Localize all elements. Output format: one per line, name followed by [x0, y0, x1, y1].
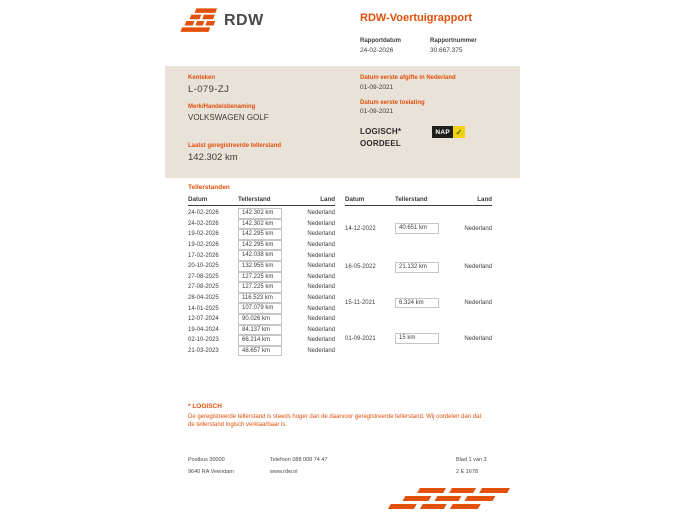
cell-tellerstand — [238, 314, 293, 325]
kenteken-label: Kenteken — [188, 75, 216, 81]
cell-land: Nederland — [464, 335, 492, 342]
tellerstand-box: 107.079 km — [238, 303, 282, 314]
cell-datum: 28-04-2025 — [188, 295, 219, 302]
cell-datum: 19-02-2026 — [188, 231, 219, 238]
rdw-logo-text: RDW — [224, 12, 264, 29]
col-header-datum: Datum — [345, 196, 395, 206]
tellerstand-box: 48.657 km — [238, 346, 282, 357]
cell-datum: 15-11-2021 — [345, 299, 376, 306]
footer-phone: Telefoon 088 008 74 47 — [270, 457, 328, 463]
tellerstand-row — [345, 321, 492, 357]
footer-sheet-number: Blad 1 van 3 — [456, 457, 487, 463]
tellerstand-row — [188, 346, 335, 357]
cell-tellerstand — [238, 240, 293, 251]
rdw-flag-graphic-icon — [380, 488, 510, 512]
cell-land: Nederland — [307, 252, 335, 259]
merk-label: Merk/Handelsbenaming — [188, 104, 256, 111]
cell-land: Nederland — [307, 242, 335, 249]
cell-land: Nederland — [307, 210, 335, 217]
tellerstand-box: 142.295 km — [238, 229, 282, 240]
cell-tellerstand — [238, 229, 293, 240]
cell-datum: 02-10-2023 — [188, 337, 219, 344]
nap-logo — [432, 126, 465, 138]
cell-land: Nederland — [307, 273, 335, 280]
rapportnummer-block — [430, 38, 500, 54]
cell-land: Nederland — [464, 299, 492, 306]
col-header-tellerstand: Tellerstand — [395, 196, 450, 206]
cell-land: Nederland — [307, 316, 335, 323]
footer-form-code: 2 E 1678 — [456, 468, 479, 475]
cell-datum: 19-02-2026 — [188, 242, 219, 249]
rapportnummer-label: Rapportnummer — [430, 38, 477, 44]
nap-oordeel-row — [360, 126, 510, 149]
tellerstand-box: 142.302 km — [238, 208, 282, 219]
tellerstand-row — [188, 261, 335, 272]
oordeel-line2: OORDEEL — [360, 138, 401, 148]
cell-land: Nederland — [307, 220, 335, 227]
tellerstand-box: 84.137 km — [238, 325, 282, 336]
rapportdatum-value: 24-02-2026 — [360, 46, 394, 54]
afgifte-value: 01-09-2021 — [360, 83, 394, 91]
cell-datum: 24-02-2026 — [188, 210, 219, 217]
tellerstand-box: 132.955 km — [238, 261, 282, 272]
cell-land: Nederland — [307, 284, 335, 291]
cell-tellerstand — [238, 250, 293, 261]
tellerstand-row — [345, 206, 492, 250]
tellerstand-row — [188, 335, 335, 346]
tellerstand-row — [188, 229, 335, 240]
merk-value: VOLKSWAGEN GOLF — [188, 113, 269, 123]
cell-datum: 24-02-2026 — [188, 220, 219, 227]
logisch-footnote-title: * LOGISCH — [188, 403, 222, 410]
cell-tellerstand — [238, 272, 293, 283]
cell-datum: 12-07-2024 — [188, 316, 219, 323]
table-header-row — [345, 196, 492, 206]
col-header-land: Land — [450, 196, 492, 206]
cell-land: Nederland — [307, 305, 335, 312]
tellerstand-box: 142.295 km — [238, 240, 282, 251]
cell-tellerstand — [395, 285, 450, 321]
laatste-tellerstand-value: 142.302 km — [188, 152, 238, 164]
nap-oordeel-text — [360, 126, 401, 149]
cell-tellerstand — [238, 206, 293, 219]
cell-tellerstand — [238, 293, 293, 304]
cell-tellerstand — [395, 206, 450, 250]
cell-datum: 14-01-2025 — [188, 305, 219, 312]
vehicle-summary-box — [165, 66, 520, 178]
cell-datum: 14-12-2022 — [345, 225, 376, 232]
cell-tellerstand — [238, 282, 293, 293]
cell-tellerstand — [238, 346, 293, 357]
tellerstand-row — [188, 325, 335, 336]
tellerstand-row — [188, 282, 335, 293]
cell-datum: 19-04-2024 — [188, 326, 219, 333]
cell-datum: 01-09-2021 — [345, 335, 376, 342]
cell-land: Nederland — [307, 295, 335, 302]
cell-land: Nederland — [307, 231, 335, 238]
tellerstand-row — [188, 314, 335, 325]
kenteken-value: L-079-ZJ — [188, 84, 230, 96]
cell-land: Nederland — [307, 326, 335, 333]
cell-tellerstand — [395, 250, 450, 286]
tellerstand-box: 66.214 km — [238, 335, 282, 346]
cell-land: Nederland — [307, 263, 335, 270]
tellerstand-box: 127.225 km — [238, 282, 282, 293]
cell-land: Nederland — [307, 348, 335, 355]
footer-address-line1: Postbus 30000 — [188, 457, 225, 463]
cell-tellerstand — [238, 261, 293, 272]
tellerstand-box: 6.324 km — [395, 298, 439, 309]
cell-datum: 21-03-2023 — [188, 348, 219, 355]
tellerstand-box: 127.225 km — [238, 272, 282, 283]
tellerstand-row — [188, 303, 335, 314]
tellerstand-box: 90.026 km — [238, 314, 282, 325]
nap-logo-text: NAP — [432, 126, 453, 138]
tellerstand-box: 142.302 km — [238, 219, 282, 230]
tellerstand-row — [188, 293, 335, 304]
footer-pagination — [456, 457, 487, 475]
tellerstand-row — [345, 250, 492, 286]
tellerstanden-section — [188, 184, 492, 356]
logisch-footnote — [188, 403, 483, 430]
summary-left-column — [188, 75, 281, 163]
afgifte-label: Datum eerste afgifte in Nederland — [360, 75, 456, 81]
rdw-logo — [180, 8, 264, 34]
cell-land: Nederland — [307, 337, 335, 344]
table-header-row — [188, 196, 335, 206]
tellerstand-row — [188, 250, 335, 261]
rapportdatum-block — [360, 38, 430, 54]
col-header-land: Land — [293, 196, 335, 206]
cell-datum: 17-02-2026 — [188, 252, 219, 259]
laatste-tellerstand-label: Laatst geregistreerde tellerstand — [188, 143, 282, 150]
cell-tellerstand — [238, 303, 293, 314]
cell-land: Nederland — [464, 225, 492, 232]
cell-datum: 20-10-2025 — [188, 263, 219, 270]
cell-tellerstand — [238, 219, 293, 230]
footer-website: www.rdw.nl — [270, 468, 298, 475]
tellerstand-box: 142.038 km — [238, 250, 282, 261]
tellerstand-box: 116.523 km — [238, 293, 282, 304]
cell-datum: 27-08-2025 — [188, 284, 219, 291]
footer-address — [188, 457, 234, 475]
report-page — [160, 0, 525, 514]
col-header-datum: Datum — [188, 196, 238, 206]
tellerstand-row — [188, 272, 335, 283]
footer-contact — [270, 457, 328, 475]
tellerstanden-table-right — [345, 196, 492, 356]
tellerstand-row — [188, 219, 335, 230]
cell-datum: 27-08-2025 — [188, 273, 219, 280]
report-meta — [360, 38, 500, 54]
tellerstand-box: 40.651 km — [395, 223, 439, 234]
cell-tellerstand — [238, 335, 293, 346]
rapportnummer-value: 30.667.375 — [430, 46, 463, 54]
tellerstand-box: 15 km — [395, 333, 439, 344]
summary-right-column — [360, 75, 510, 149]
tellerstanden-tables — [188, 196, 492, 356]
rapportdatum-label: Rapportdatum — [360, 38, 401, 44]
tellerstand-row — [188, 206, 335, 219]
tellerstanden-title: Tellerstanden — [188, 184, 230, 191]
col-header-tellerstand: Tellerstand — [238, 196, 293, 206]
logisch-footnote-body: De geregistreerde tellerstand is steeds hoger dan de daarvoor geregistreerde tellerstand. Wij oordelen dan dat de tellerstand logisch verklaarbaar is. — [188, 414, 482, 428]
rdw-flag-icon — [180, 8, 218, 34]
report-title: RDW-Voertuigrapport — [360, 12, 473, 24]
cell-datum: 16-05-2022 — [345, 264, 376, 271]
tellerstand-row — [188, 240, 335, 251]
cell-tellerstand — [395, 321, 450, 357]
toelating-label: Datum eerste toelating — [360, 99, 425, 106]
toelating-value: 01-09-2021 — [360, 108, 394, 116]
tellerstand-box: 21.132 km — [395, 262, 439, 273]
cell-land: Nederland — [464, 264, 492, 271]
cell-tellerstand — [238, 325, 293, 336]
nap-check-icon: ✓ — [453, 126, 465, 138]
oordeel-line1: LOGISCH* — [360, 127, 402, 137]
tellerstand-row — [345, 285, 492, 321]
footer-address-line2: 9640 RA Veendam — [188, 468, 234, 475]
tellerstanden-table-left — [188, 196, 335, 356]
